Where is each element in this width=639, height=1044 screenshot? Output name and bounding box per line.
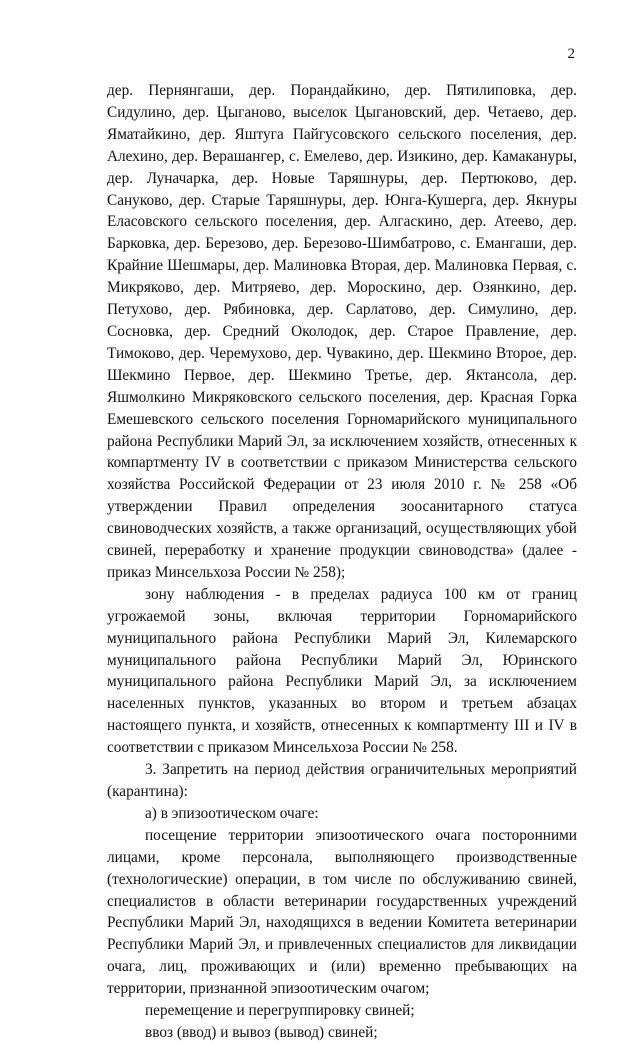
paragraph-settlements-list: дер. Пернянгаши, дер. Порандайкино, дер. Пятилиповка, дер. Сидулино, дер. Цыганово, выселок Цыгановский, дер. Четаево, дер. Яматайкино, дер. Яштуга Пайгусовского сельского поселения, дер. Алехино, дер. Верашангер, с. Емелево, дер. Изикино, дер. Камакануры, дер. Луначарка, дер. Новые Таряшнуры, дер. Пертюково, дер. Сануково, дер. Старые Таряшнуры, дер. Юнга-Кушерга, дер. Якнуры Еласовского сельского поселения, дер. Алгаскино, дер. Атеево, дер. Барковка, дер. Березово, дер. Березово-Шимбатрово, с. Емангаши, дер. Крайние Шешмары, дер. Малиновка Вторая, дер. Малиновка Первая, с. Микряково, дер. Митряево, дер. Мороскино, дер. Озянкино, дер. Петухово, дер. Рябиновка, дер. Сарлатово, дер. Симулино, дер. Сосновка, дер. Средний Околодок, дер. Старое Правление, дер. Тимоково, дер. Черемухово, дер. Чувакино, дер. Шекмино Второе, дер. Шекмино Первое, дер. Шекмино Третье, дер. Яктансола, дер. Яшмолкино Микряковского сельского поселения, дер. Красная Горка Емешевского сельского поселения Горномарийского муниципального района Республики Марий Эл, за исключением хозяйств, отнесенных к компартменту IV в соответствии с приказом Министерства сельского хозяйства Российской Федерации от 23 июля 2010 г. № 258 «Об утверждении Правил определения зоосанитарного статуса свиноводческих хозяйств, а также организаций, осуществляющих убой свиней, переработку и хранение продукции свиноводства» (далее - приказ Минсельхоза России № 258); [107,82,577,581]
paragraph-observation-zone: зону наблюдения - в пределах радиуса 100 км от границ угрожаемой зоны, включая территории Горномарийского муниципального района Республики Марий Эл, Килемарского муниципального района Республики Марий Эл, Юринского муниципального района Республики Марий Эл, за исключением населенных пунктов, указанных во втором и третьем абзацах настоящего пункта, и хозяйств, отнесенных к компартменту III и IV в соответствии с приказом Минсельхоза России № 258. [107,585,577,757]
paragraph-subitem-a: а) в эпизоотическом очаге: [145,804,319,822]
page-number: 2 [567,46,575,62]
paragraph-visit-restriction: посещение территории эпизоотического очага посторонними лицами, кроме персонала, выполняющего производственные (технологические) операции, в том числе по обслуживанию свиней, специалистов в области ветеринарии государственных учреждений Республики Марий Эл, находящихся в ведении Комитета ветеринарии Республики Марий Эл, и привлеченных специалистов для ликвидации очага, лиц, проживающих и (или) временно пребывающих на территории, признанной эпизоотическим очагом; [107,826,577,998]
paragraph-item-3-prohibit: 3. Запретить на период действия ограничительных мероприятий (карантина): [107,761,577,800]
paragraph-import-export-restriction: ввоз (ввод) и вывоз (вывод) свиней; [145,1023,378,1041]
paragraph-movement-restriction: перемещение и перегруппировку свиней; [145,1002,415,1020]
document-body [107,80,577,1044]
